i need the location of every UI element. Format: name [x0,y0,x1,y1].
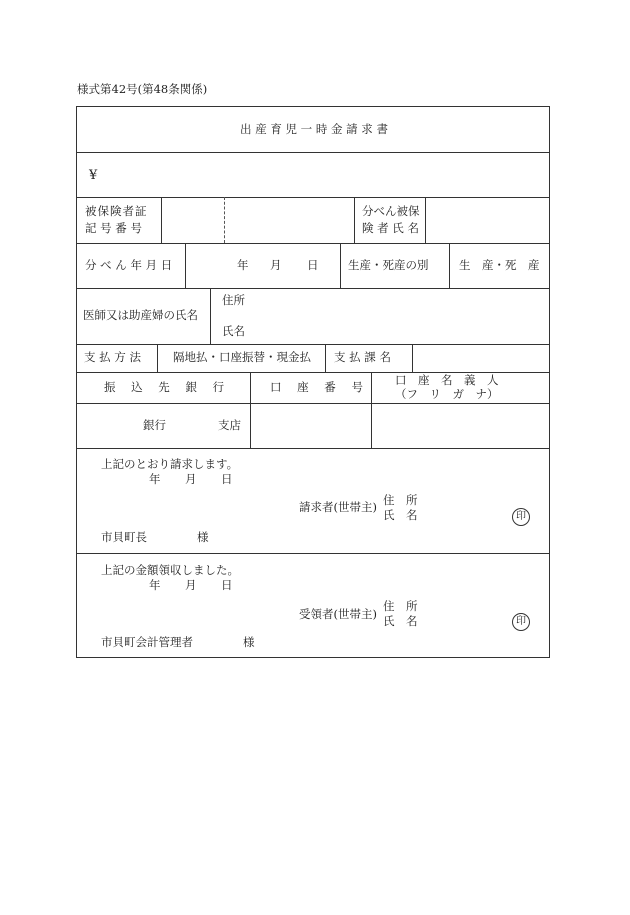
insurance-no-label: 記 号 番 号 [85,221,142,235]
col-divider [185,243,186,288]
col-divider [340,243,341,288]
col-divider [371,372,372,448]
payment-method-options: 隔地払・口座振替・現金払 [173,350,311,364]
receipt-statement: 上記の金額領収しました。 [101,563,239,577]
birth-type-options: 生 産・死 産 [459,258,540,272]
receipt-day: 日 [221,578,233,592]
insured-name-label: 分べん被保 [362,204,420,218]
request-addressee: 市貝町長 [101,530,147,544]
account-holder-kana: （フ リ ガ ナ） [395,387,499,401]
branch-suffix: 支店 [218,418,241,432]
receiver-role: 受領者(世帯主) [299,607,377,621]
col-divider [412,344,413,372]
birth-day: 日 [307,258,319,272]
col-divider [157,344,158,372]
birth-type-label: 生産・死産の別 [348,258,429,272]
receiver-address-label: 住 所 [383,599,418,613]
row-divider [77,152,549,153]
seal-mark: 印 [512,613,530,631]
col-divider [325,344,326,372]
form-number: 様式第42号(第48条関係) [77,82,208,96]
receipt-addressee: 市貝町会計管理者 [101,635,193,649]
row-divider [77,288,549,289]
receipt-month: 月 [185,578,197,592]
row-divider [77,344,549,345]
birth-date-label: 分 べ ん 年 月 日 [85,258,173,272]
col-divider [250,372,251,448]
col-divider [425,197,426,243]
seal-mark: 印 [512,508,530,526]
payment-method-label: 支 払 方 法 [84,350,141,364]
insured-name-label: 険 者 氏 名 [362,221,419,235]
practitioner-label: 医師又は助産婦の氏名 [83,308,198,322]
bank-label: 振 込 先 銀 行 [104,380,231,394]
requester-address-label: 住 所 [383,493,418,507]
bank-suffix: 銀行 [143,418,166,432]
account-holder-label: 口 座 名 義 人 [395,373,499,387]
col-divider-dashed [224,197,225,243]
col-divider [354,197,355,243]
request-statement: 上記のとおり請求します。 [101,457,239,471]
request-month: 月 [185,472,197,486]
birth-month: 月 [270,258,282,272]
requester-role: 請求者(世帯主) [299,500,377,514]
row-divider [77,403,549,404]
row-divider [77,553,549,554]
claim-form [76,106,550,658]
receipt-year: 年 [149,578,161,592]
col-divider [161,197,162,243]
col-divider [210,288,211,344]
payment-section-label: 支 払 課 名 [334,350,391,364]
row-divider [77,243,549,244]
account-no-label: 口 座 番 号 [270,380,369,394]
practitioner-name-label: 氏名 [222,324,245,338]
row-divider [77,448,549,449]
request-day: 日 [221,472,233,486]
requester-name-label: 氏 名 [383,508,418,522]
col-divider [449,243,450,288]
request-honorific: 様 [197,530,209,544]
row-divider [77,197,549,198]
request-year: 年 [149,472,161,486]
receiver-name-label: 氏 名 [383,614,418,628]
insurance-no-label: 被保険者証 [85,204,148,218]
birth-year: 年 [237,258,249,272]
form-title: 出 産 育 児 一 時 金 請 求 書 [240,122,388,136]
yen-mark: ¥ [89,168,98,183]
receipt-honorific: 様 [243,635,255,649]
practitioner-address-label: 住所 [222,293,245,307]
